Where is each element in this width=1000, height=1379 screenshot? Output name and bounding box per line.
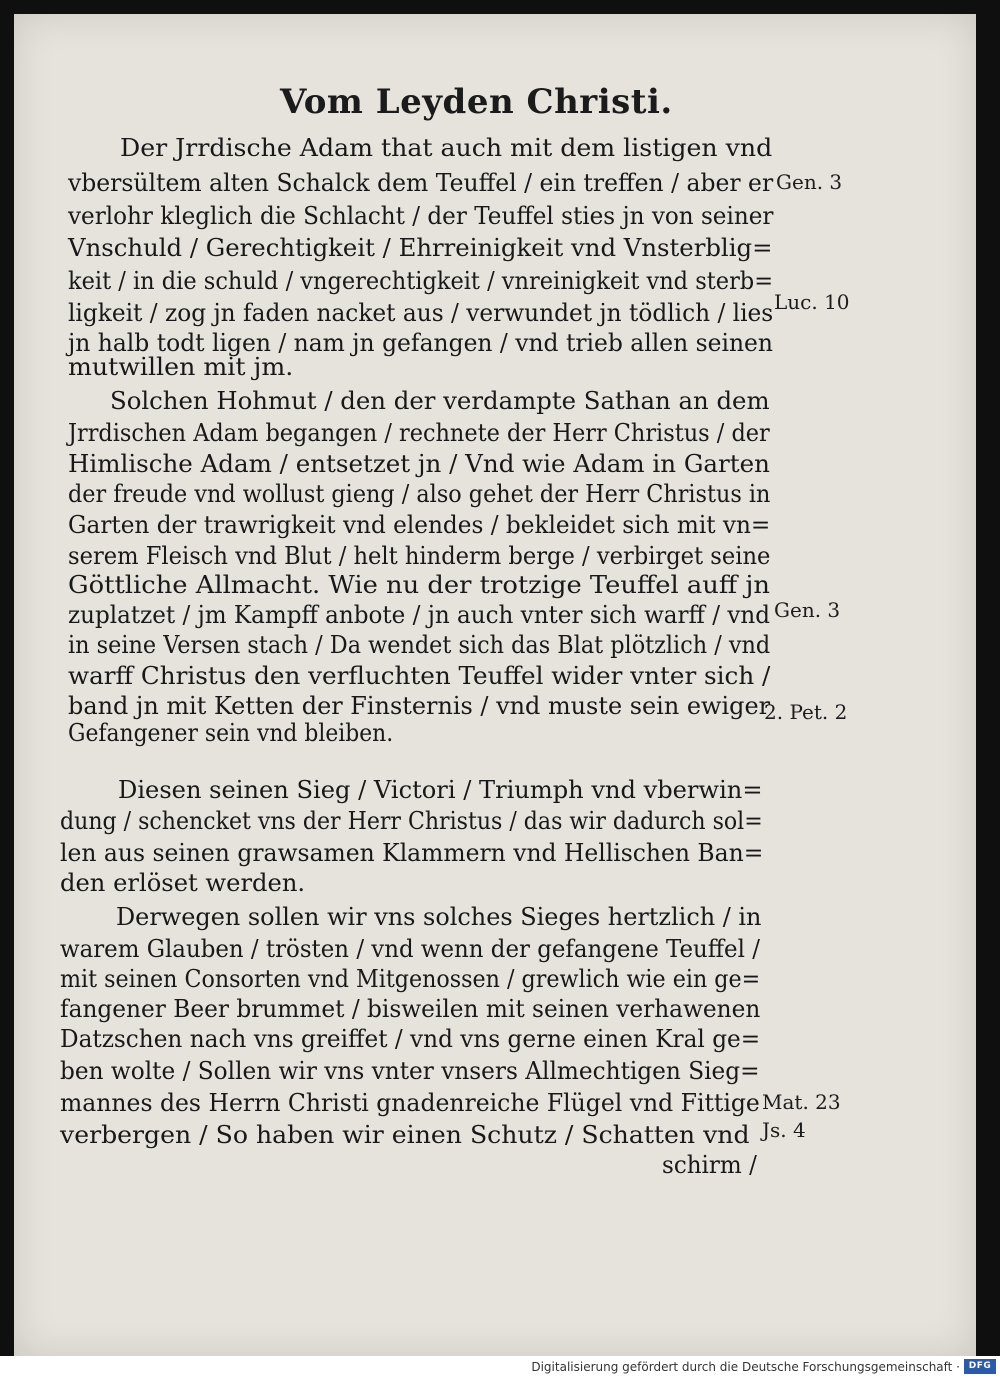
text-line: Datzschen nach vns greiffet / vnd vns gerne einen Kral ge= [60, 1025, 761, 1053]
text-line: jn halb todt ligen / nam jn gefangen / vnd trieb allen seinen [68, 329, 773, 357]
running-head: Vom Leyden Christi. [280, 82, 673, 122]
text-line: verbergen / So haben wir einen Schutz / Schatten vnd [60, 1121, 750, 1149]
text-line: Göttliche Allmacht. Wie nu der trotzige Teuffel auff jn [68, 571, 770, 599]
dfg-logo: DFG [964, 1359, 996, 1374]
text-line: den erlöset werden. [60, 869, 306, 897]
text-line: verlohr kleglich die Schlacht / der Teuffel sties jn von seiner [68, 202, 774, 230]
text-line: ligkeit / zog jn faden nacket aus / verwundet jn tödlich / lies [68, 299, 774, 327]
margin-note: Mat. 23 [762, 1090, 841, 1114]
text-line: vbersültem alten Schalck dem Teuffel / ein treffen / aber er [68, 169, 774, 197]
text-line: Diesen seinen Sieg / Victori / Triumph vnd vberwin= [118, 776, 763, 804]
catchword: schirm / [662, 1151, 757, 1179]
margin-note: Gen. 3 [774, 598, 841, 622]
text-line: warem Glauben / trösten / vnd wenn der gefangene Teuffel / [60, 935, 760, 963]
text-line: mit seinen Consorten vnd Mitgenossen / grewlich wie ein ge= [60, 965, 761, 993]
margin-note: Js. 4 [762, 1118, 806, 1142]
text-line: warff Christus den verfluchten Teuffel wider vnter sich / [68, 662, 771, 690]
text-line: len aus seinen grawsamen Klammern vnd Hellischen Ban= [60, 839, 764, 867]
text-line: Vnschuld / Gerechtigkeit / Ehrreinigkeit vnd Vnsterblig= [68, 234, 773, 262]
margin-note: Gen. 3 [776, 170, 843, 194]
footer-credit: Digitalisierung gefördert durch die Deutsche Forschungsgemeinschaft · [531, 1360, 960, 1374]
text-line: dung / schencket vns der Herr Christus / das wir dadurch sol= [60, 807, 763, 835]
text-line: serem Fleisch vnd Blut / helt hinderm berge / verbirget seine [68, 542, 771, 570]
footer-bar [0, 1356, 1000, 1379]
text-line: Der Jrrdische Adam that auch mit dem listigen vnd [120, 134, 773, 162]
text-line: ben wolte / Sollen wir vns vnter vnsers Allmechtigen Sieg= [60, 1057, 760, 1085]
text-line: keit / in die schuld / vngerechtigkeit / vnreinigkeit vnd sterb= [68, 267, 774, 295]
text-line: mutwillen mit jm. [68, 353, 294, 381]
text-line: Himlische Adam / entsetzet jn / Vnd wie Adam in Garten [68, 450, 770, 478]
text-line: mannes des Herrn Christi gnadenreiche Flügel vnd Fittige [60, 1089, 760, 1117]
text-line: zuplatzet / jm Kampff anbote / jn auch vnter sich warff / vnd [68, 601, 770, 629]
text-line: Derwegen sollen wir vns solches Sieges hertzlich / in [116, 903, 762, 931]
text-line: band jn mit Ketten der Finsternis / vnd muste sein ewiger [68, 692, 771, 720]
text-line: Solchen Hohmut / den der verdampte Sathan an dem [110, 387, 770, 415]
margin-note: Luc. 10 [774, 290, 850, 314]
text-line: Gefangener sein vnd bleiben. [68, 719, 394, 747]
text-line: der freude vnd wollust gieng / also gehet der Herr Christus in [68, 480, 771, 508]
text-line: Jrrdischen Adam begangen / rechnete der Herr Christus / der [68, 419, 770, 447]
text-line: Garten der trawrigkeit vnd elendes / bekleidet sich mit vn= [68, 511, 771, 539]
text-line: in seine Versen stach / Da wendet sich das Blat plötzlich / vnd [68, 631, 771, 659]
margin-note: 2. Pet. 2 [764, 700, 848, 724]
text-line: fangener Beer brummet / bisweilen mit seinen verhawenen [60, 995, 761, 1023]
